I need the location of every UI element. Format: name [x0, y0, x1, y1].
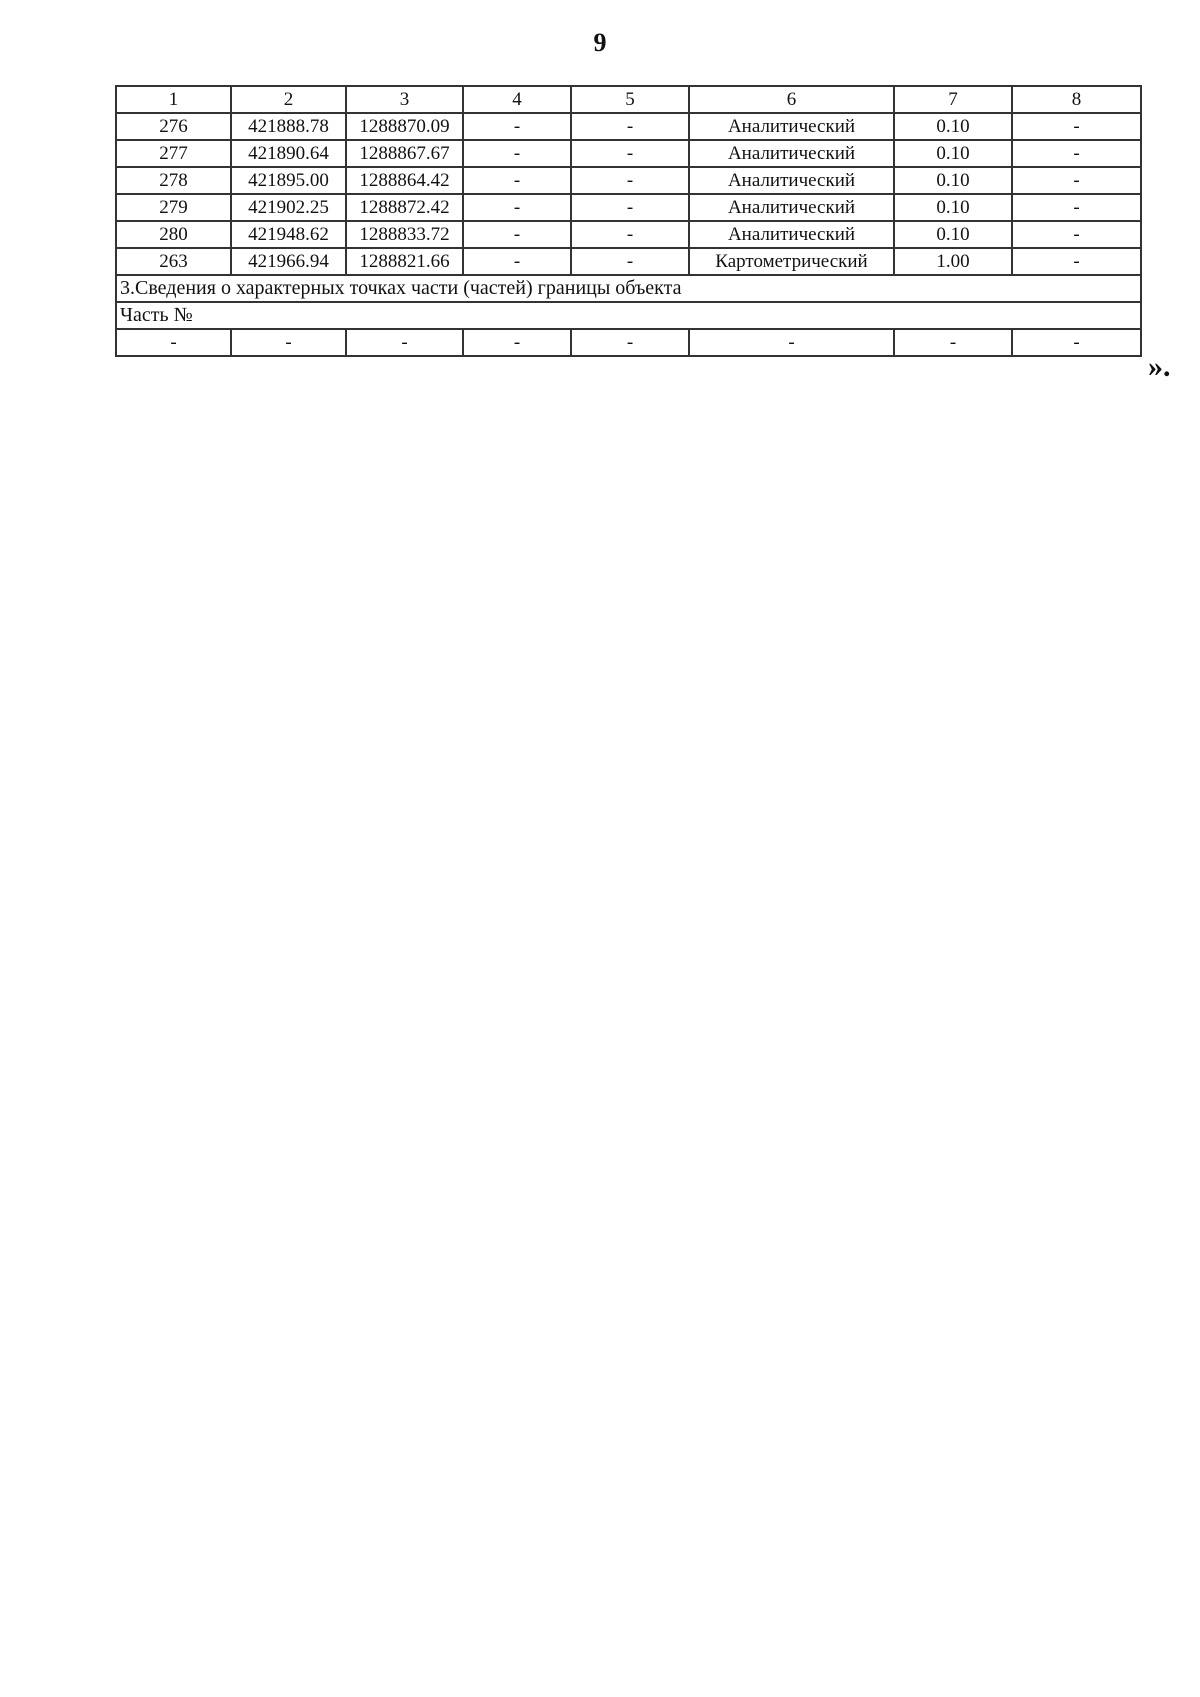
- table-cell: 1.00: [894, 248, 1012, 275]
- table-cell: -: [1012, 329, 1141, 356]
- table-cell: -: [1012, 194, 1141, 221]
- table-cell: Картометрический: [689, 248, 894, 275]
- table-cell: 421895.00: [231, 167, 346, 194]
- header-cell: 2: [231, 86, 346, 113]
- table-cell: -: [463, 167, 571, 194]
- table-cell: 0.10: [894, 167, 1012, 194]
- part-label: Часть №: [116, 302, 1141, 329]
- table-cell: -: [571, 329, 689, 356]
- table-cell: 1288867.67: [346, 140, 463, 167]
- table-cell: 1288864.42: [346, 167, 463, 194]
- table-cell: -: [463, 248, 571, 275]
- table-cell: -: [463, 194, 571, 221]
- table-cell: Аналитический: [689, 167, 894, 194]
- table-cell: -: [463, 329, 571, 356]
- page-number: 9: [593, 28, 607, 57]
- boundary-points-table: [115, 85, 1142, 357]
- table-cell: 277: [116, 140, 231, 167]
- table-cell: -: [571, 113, 689, 140]
- header-cell: 6: [689, 86, 894, 113]
- table-cell: -: [231, 329, 346, 356]
- table-cell: 1288833.72: [346, 221, 463, 248]
- table-cell: Аналитический: [689, 221, 894, 248]
- table-header-row: [116, 86, 1141, 113]
- table-cell: -: [571, 221, 689, 248]
- table-row: [116, 113, 1141, 140]
- table-row: [116, 221, 1141, 248]
- part-label-row: [116, 302, 1141, 329]
- table-cell: -: [463, 140, 571, 167]
- header-cell: 8: [1012, 86, 1141, 113]
- section-title: 3.Сведения о характерных точках части (частей) границы объекта: [116, 275, 1141, 302]
- table-row: [116, 248, 1141, 275]
- table-cell: 421948.62: [231, 221, 346, 248]
- header-cell: 3: [346, 86, 463, 113]
- header-cell: 4: [463, 86, 571, 113]
- closing-quote-mark: ».: [1148, 350, 1171, 383]
- table-cell: 279: [116, 194, 231, 221]
- table-cell: 278: [116, 167, 231, 194]
- table-cell: -: [1012, 248, 1141, 275]
- table-cell: 421966.94: [231, 248, 346, 275]
- table-cell: 0.10: [894, 194, 1012, 221]
- table-cell: -: [463, 113, 571, 140]
- table-cell: -: [116, 329, 231, 356]
- table-cell: 263: [116, 248, 231, 275]
- header-cell: 7: [894, 86, 1012, 113]
- table-cell: -: [1012, 113, 1141, 140]
- header-cell: 5: [571, 86, 689, 113]
- table-cell: -: [571, 140, 689, 167]
- table-cell: Аналитический: [689, 140, 894, 167]
- table-cell: -: [346, 329, 463, 356]
- table-cell: 0.10: [894, 221, 1012, 248]
- table-cell: -: [571, 194, 689, 221]
- table-cell: -: [1012, 221, 1141, 248]
- table-cell: 1288872.42: [346, 194, 463, 221]
- table-cell: 421888.78: [231, 113, 346, 140]
- table-cell: -: [571, 248, 689, 275]
- header-cell: 1: [116, 86, 231, 113]
- table-cell: 421902.25: [231, 194, 346, 221]
- table-cell: Аналитический: [689, 194, 894, 221]
- table-cell: -: [571, 167, 689, 194]
- table-cell: 421890.64: [231, 140, 346, 167]
- table-row: [116, 140, 1141, 167]
- table-cell: 0.10: [894, 113, 1012, 140]
- table-row: [116, 194, 1141, 221]
- section-title-row: [116, 275, 1141, 302]
- table-row: [116, 167, 1141, 194]
- table-row: [116, 329, 1141, 356]
- table-cell: 276: [116, 113, 231, 140]
- table-cell: 0.10: [894, 140, 1012, 167]
- table-cell: 280: [116, 221, 231, 248]
- table-cell: 1288870.09: [346, 113, 463, 140]
- table-cell: -: [1012, 140, 1141, 167]
- table-cell: -: [689, 329, 894, 356]
- table-cell: -: [463, 221, 571, 248]
- table-cell: -: [1012, 167, 1141, 194]
- table-cell: Аналитический: [689, 113, 894, 140]
- table-cell: -: [894, 329, 1012, 356]
- table-cell: 1288821.66: [346, 248, 463, 275]
